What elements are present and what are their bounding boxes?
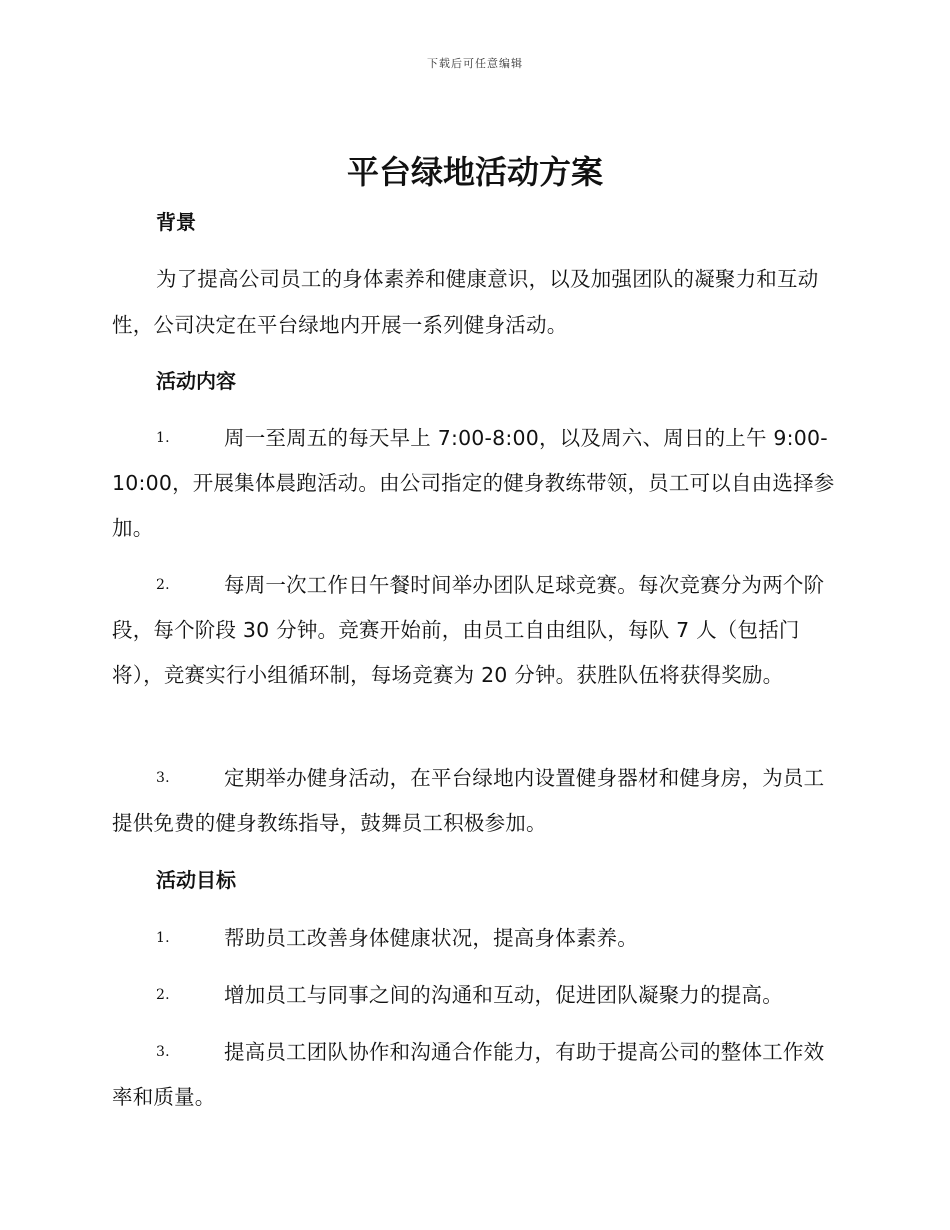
list-item-text: 提高员工团队协作和沟通合作能力，有助于提高公司的整体工作效率和质量。 [112,1040,825,1109]
list-item-text: 定期举办健身活动，在平台绿地内设置健身器材和健身房，为员工提供免费的健身教练指导，鼓舞员工积极参加。 [112,766,825,835]
document-title: 平台绿地活动方案 [346,153,603,191]
header-note: 下载后可任意编辑 [427,57,523,70]
goal-item-3 [112,1030,837,1120]
list-number: 3. [156,770,170,786]
section-heading-goals: 活动目标 [156,868,236,892]
content-item-1 [112,416,837,551]
list-item-text: 周一至周五的每天早上 7:00-8:00，以及周六、周日的上午 9:00-10:00，开展集体晨跑活动。由公司指定的健身教练带领，员工可以自由选择参加。 [112,426,835,540]
list-item-text: 帮助员工改善身体健康状况，提高身体素养。 [224,926,638,950]
section-heading-background: 背景 [156,210,196,234]
list-item-text: 每周一次工作日午餐时间举办团队足球竞赛。每次竞赛分为两个阶段，每个阶段 30 分钟。竞赛开始前，由员工自由组队，每队 7 人（包括门将），竞赛实行小组循环制，每场竞赛为 20 分钟。获胜队伍将获得奖励。 [112,573,825,687]
list-item-text: 增加员工与同事之间的沟通和互动，促进团队凝聚力的提高。 [224,983,783,1007]
list-number: 2. [156,987,170,1003]
goal-item-2 [112,973,837,1018]
list-number: 2. [156,577,170,593]
list-number: 3. [156,1044,170,1060]
content-item-3 [112,756,837,846]
list-number: 1. [156,930,170,946]
content-item-2 [112,563,837,698]
background-paragraph: 为了提高公司员工的身体素养和健康意识，以及加强团队的凝聚力和互动性，公司决定在平台绿地内开展一系列健身活动。 [112,267,819,337]
section-heading-content: 活动内容 [156,369,236,393]
list-number: 1. [156,430,170,446]
goal-item-1 [112,916,837,961]
